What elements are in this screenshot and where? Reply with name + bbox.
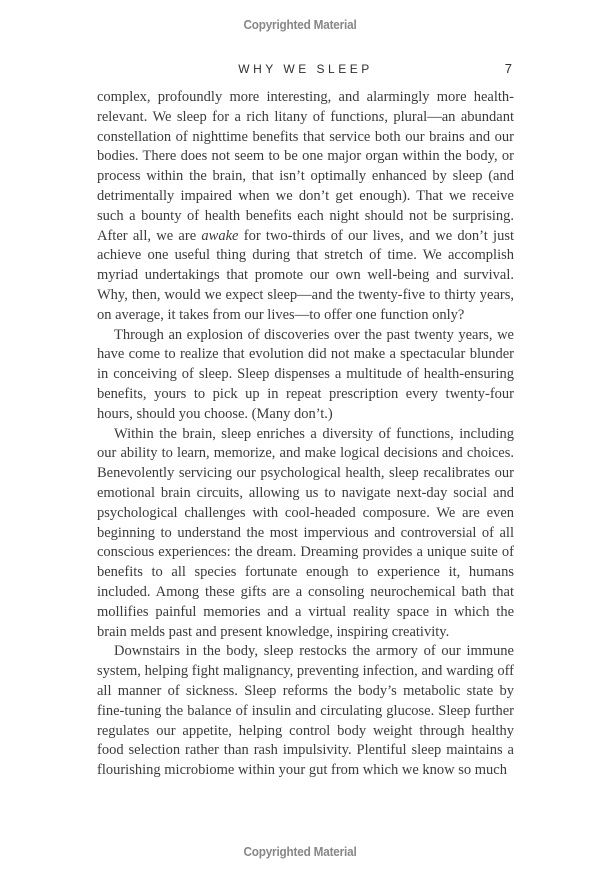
paragraph (97, 326, 514, 425)
text-segment: Through an explosion of discoveries over the past twenty years, we have come to realize that evolution did not make a spectacular blunder in conceiving of sleep. Sleep dispenses a multitude of health-ensuring benefits, yours to pick up in repeat prescription every twenty-four hours, should you choose. (Many don’t.) (97, 326, 514, 422)
paragraph (97, 88, 514, 326)
body-text (97, 88, 514, 781)
copyright-notice-top: Copyrighted Material (243, 18, 357, 32)
italic-text-segment: s (378, 108, 385, 125)
paragraph (97, 642, 514, 781)
text-segment: , plural—an abundant constellation of nighttime benefits that service both our brains and our bodies. There does not seem to be one major organ within the body, or process within the brain, that isn’t optimally enhanced by sleep (and detrimentally impaired when we don’t get enough). That we receive such a bounty of health benefits each night should not be surprising. After all, we are (97, 108, 514, 244)
copyright-notice-bottom: Copyrighted Material (243, 845, 357, 859)
running-head-title: WHY WE SLEEP (238, 62, 373, 76)
running-head (97, 62, 514, 78)
text-segment: Downstairs in the body, sleep restocks the armory of our immune system, helping fight malignancy, preventing infection, and warding off all manner of sickness. Sleep reforms the body’s metabolic state by fine-tuning the balance of insulin and circulating glucose. Sleep further regulates our appetite, helping control body weight through healthy food selection rather than rash impulsivity. Plentiful sleep maintains a flourishing microbiome within your gut from which we know so much (97, 643, 514, 779)
page-number: 7 (504, 61, 512, 76)
paragraph (97, 425, 514, 643)
italic-text-segment: awake (201, 227, 239, 244)
text-segment: Within the brain, sleep enriches a diversity of functions, including our ability to learn, memorize, and make logical decisions and choices. Benevolently servicing our psychological health, sleep recalibrates our emotional brain circuits, allowing us to navigate next-day social and psychological challenges with cool-headed composure. We are even beginning to understand the most impervious and controversial of all conscious experiences: the dream. Dreaming provides a unique suite of benefits to all species fortunate enough to experience it, humans included. Among these gifts are a consoling neurochemical bath that mollifies painful memories and a virtual reality space in which the brain melds past and present knowledge, inspiring creativity. (97, 425, 514, 640)
text-segment: complex, profoundly more interesting, and alarmingly more health-relevant. We sleep for a rich litany of function (97, 89, 514, 125)
text-segment: for two-thirds of our lives, and we don’t just achieve one useful thing during that stretch of time. We accomplish myriad undertakings that promote our own well-being and survival. Why, then, would we expect sleep—and the twenty-five to thirty years, on average, it takes from our lives—to offer one function only? (97, 227, 514, 323)
